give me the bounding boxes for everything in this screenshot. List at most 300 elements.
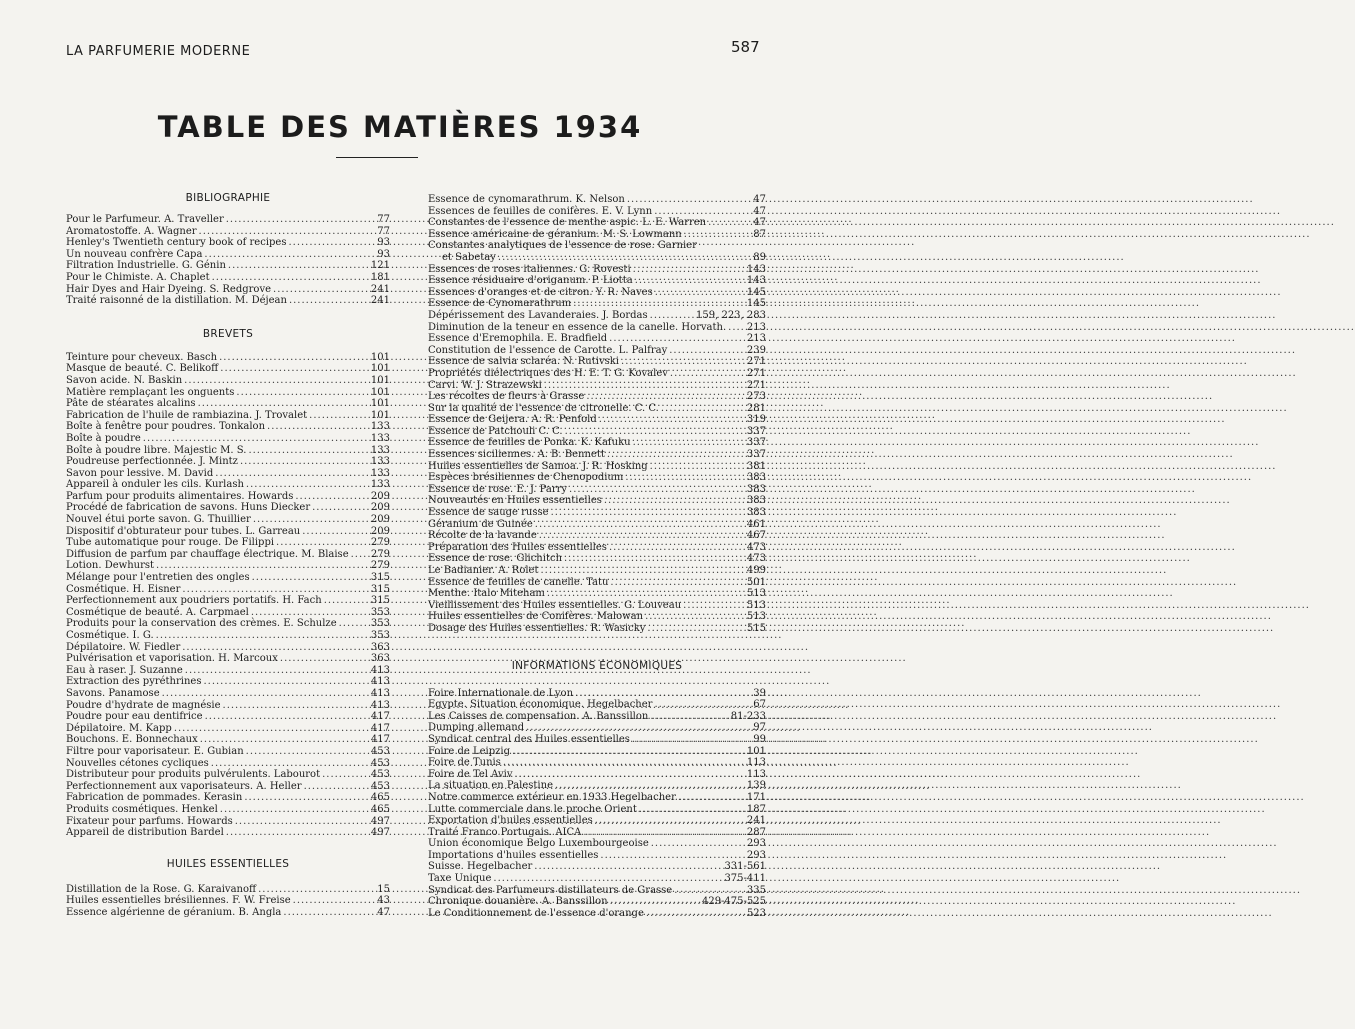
dot-leader	[224, 214, 366, 226]
entry-page-number: 133	[370, 432, 390, 444]
entry-title: Pulvérisation et vaporisation. H. Marcoux	[66, 653, 278, 665]
entry-page-number: 499	[746, 565, 766, 576]
section-huiles-essentielles	[66, 856, 390, 919]
entry-title: Fabrication de l'huile de rambiazina. J. Trovalet	[66, 409, 308, 421]
entry-title: Un nouveau confrère Capa	[66, 248, 203, 260]
entry-title: Filtration Industrielle. G. Génin	[66, 260, 226, 272]
entry-title: Essence de rose. E. J. Parry	[428, 483, 568, 495]
dot-leader	[491, 873, 724, 885]
dot-leader	[501, 757, 742, 769]
entry-title: Savon pour lessive. M. David	[66, 467, 214, 479]
toc-entry	[428, 229, 766, 241]
dot-leader	[608, 896, 702, 908]
dot-leader	[681, 600, 742, 612]
dot-leader	[513, 769, 743, 781]
toc-entry	[428, 495, 766, 507]
entry-title: Poudre d'hydrate de magnésie	[66, 699, 221, 711]
entry-title: Boîte à fenêtre pour poudres. Tonkalon	[66, 421, 266, 433]
dot-leader	[625, 194, 742, 206]
entry-title: Importations d'huiles essentielles	[428, 849, 599, 861]
section-brevets	[66, 326, 390, 839]
entry-title: Essence de salvia sclaréa. N. Rutivski	[428, 356, 620, 368]
entry-page-number: 47	[753, 194, 766, 205]
entry-page-number: 465	[370, 803, 390, 815]
toc-entry	[66, 237, 390, 249]
toc-entry	[428, 804, 766, 816]
entry-page-number: 101	[746, 745, 766, 757]
entry-page-number: 467	[746, 530, 766, 542]
toc-entry	[428, 437, 766, 449]
toc-entry	[66, 398, 390, 410]
right-column	[428, 194, 766, 919]
toc-entry	[428, 217, 766, 229]
dot-leader	[672, 885, 742, 897]
entry-title: Distillation de la Rose. G. Karaivanoff	[66, 883, 257, 895]
toc-entry	[66, 642, 390, 654]
toc-entry	[66, 827, 390, 839]
entry-page-number: 465	[370, 792, 390, 804]
dot-leader	[183, 665, 366, 677]
dot-leader	[562, 553, 742, 565]
entry-page-number: 453	[370, 745, 390, 757]
toc-entry	[66, 468, 390, 480]
dot-leader	[649, 838, 742, 850]
entry-title: Essence de sauge russe	[428, 507, 549, 519]
entry-page-number: 143	[746, 263, 766, 275]
toc-entry	[66, 214, 390, 226]
dot-leader	[597, 414, 742, 426]
dot-leader	[532, 861, 724, 873]
dot-leader	[607, 333, 742, 345]
toc-entry	[428, 896, 766, 908]
toc-entry	[66, 781, 390, 793]
toc-entry	[66, 491, 390, 503]
dot-leader	[643, 611, 742, 623]
dot-leader	[605, 449, 742, 461]
toc-entry	[428, 711, 766, 723]
section-heading: BREVETS	[202, 327, 254, 340]
entry-page-number: 47	[753, 217, 766, 229]
toc-entry	[66, 560, 390, 572]
toc-entry	[428, 611, 766, 623]
entry-page-number: 501	[746, 576, 766, 588]
toc-entry	[428, 298, 766, 310]
dot-leader	[602, 495, 742, 507]
toc-entry	[428, 484, 766, 496]
entry-title: Extraction des pyréthrines	[66, 676, 202, 688]
toc-entry	[66, 734, 390, 746]
dot-leader	[202, 249, 366, 261]
entry-page-number: 209	[370, 525, 390, 537]
entry-title: Lotion. Dewhurst	[66, 560, 155, 572]
entry-page-number: 513	[746, 599, 766, 611]
toc-entry	[66, 410, 390, 422]
dot-leader	[209, 758, 366, 770]
entry-page-number: 133	[370, 467, 390, 479]
entry-page-number: 239	[746, 344, 766, 356]
section-heading: BIBLIOGRAPHIE	[185, 192, 271, 204]
dot-leader	[648, 310, 696, 322]
entry-page-number: 337	[746, 437, 766, 449]
entry-page-number: 383	[746, 472, 766, 484]
entry-title: Mélange pour l'entretien des ongles	[66, 572, 250, 584]
entry-page-number: 331-561	[724, 861, 766, 873]
toc-entry	[66, 272, 390, 284]
left-column	[66, 190, 390, 918]
entry-page-number: 209	[370, 490, 390, 502]
entry-page-number: 133	[370, 479, 390, 491]
toc-entry	[66, 816, 390, 828]
dot-leader	[244, 479, 366, 491]
toc-entry	[428, 240, 766, 252]
dot-leader	[210, 272, 366, 284]
entry-title: Essence algérienne de géranium. B. Angla	[66, 906, 282, 918]
toc-entry	[66, 584, 390, 596]
entry-title: Nouvel étui porte savon. G. Thuillier	[66, 514, 251, 526]
dot-leader	[226, 260, 366, 272]
dot-leader	[584, 391, 742, 403]
dot-leader	[281, 907, 366, 919]
toc-entry	[66, 456, 390, 468]
dot-leader	[310, 502, 366, 514]
toc-entry	[428, 449, 766, 461]
dot-leader	[637, 804, 742, 816]
entry-page-number: 77	[377, 225, 390, 237]
entry-page-number: 383	[746, 483, 766, 495]
entry-page-number: 453	[370, 780, 390, 792]
toc-entry	[428, 310, 766, 322]
dot-leader	[571, 298, 742, 310]
entry-title: Notre commerce extérieur en 1933 Hegelbacher	[428, 791, 676, 803]
toc-entry	[428, 333, 766, 345]
entry-page-number: 335	[746, 884, 766, 896]
toc-entry	[66, 249, 390, 261]
entry-page-number: 461	[746, 518, 766, 530]
toc-entry	[428, 757, 766, 769]
toc-entry	[66, 421, 390, 433]
entry-title: Les Caisses de compensation. A. Banssillon	[428, 710, 649, 722]
toc-entry	[428, 322, 766, 334]
entry-page-number: 43	[377, 895, 390, 907]
entry-page-number: 101	[370, 398, 390, 410]
toc-entry	[66, 537, 390, 549]
toc-entry	[428, 530, 766, 542]
entry-page-number: 93	[377, 248, 390, 260]
entry-title: Huiles essentielles brésiliennes. F. W. Freise	[66, 895, 291, 907]
entry-page-number: 383	[746, 507, 766, 519]
entry-list	[428, 194, 766, 635]
entry-title: Préparation des Huiles essentielles	[428, 541, 607, 553]
dot-leader	[221, 700, 366, 712]
dot-leader	[141, 433, 366, 445]
entry-page-number: 121	[370, 260, 390, 272]
dot-leader	[524, 722, 742, 734]
dot-leader	[644, 908, 742, 920]
dot-leader	[549, 507, 742, 519]
entry-page-number: 145	[746, 298, 766, 310]
entry-page-number: 417	[370, 711, 390, 723]
toc-entry	[428, 345, 766, 357]
toc-entry	[428, 815, 766, 827]
entry-page-number: 213	[746, 321, 766, 333]
entry-title: Essence de rose. Glichitch	[428, 553, 563, 565]
entry-page-number: 273	[746, 391, 766, 403]
entry-title: Lutte commerciale dans le proche Orient	[428, 803, 637, 815]
entry-page-number: 101	[370, 351, 390, 363]
dot-leader	[581, 827, 742, 839]
entry-title: Traité Franco Portugais. AICA	[428, 826, 582, 838]
dot-leader	[180, 584, 366, 596]
entry-page-number: 281	[746, 402, 766, 414]
entry-page-number: 413	[370, 664, 390, 676]
dot-leader	[545, 588, 742, 600]
entry-title: Union économique Belgo Luxembourgeoise	[428, 838, 649, 850]
entry-title: Essence d'Eremophila. E. Bradfield	[428, 333, 608, 345]
entry-page-number: 337	[746, 425, 766, 437]
entry-title: Traité raisonné de la distillation. M. Déjean	[66, 295, 287, 307]
entry-title: Huiles essentielles de Conifères. Malowan	[428, 611, 644, 623]
toc-entry	[428, 461, 766, 473]
entry-title: Essence américaine de géranium. M. S. Lowmann	[428, 228, 682, 240]
dot-leader	[233, 816, 366, 828]
entry-page-number: 139	[746, 780, 766, 792]
toc-entry	[66, 284, 390, 296]
entry-title: Appareil de distribution Bardel	[66, 827, 224, 839]
dot-leader	[307, 410, 366, 422]
dot-leader	[251, 514, 366, 526]
toc-entry	[66, 363, 390, 375]
toc-entry	[428, 472, 766, 484]
entry-page-number: 271	[746, 379, 766, 391]
toc-entry	[66, 769, 390, 781]
toc-entry	[66, 746, 390, 758]
entry-page-number: 315	[370, 583, 390, 595]
entry-page-number: 417	[370, 722, 390, 734]
entry-title: Fixateur pour parfums. Howards	[66, 815, 233, 827]
entry-title: Vieillissement des Huiles essentielles. G. Louveau	[428, 599, 682, 611]
toc-entry	[66, 260, 390, 272]
dot-leader	[256, 884, 366, 896]
toc-entry	[428, 368, 766, 380]
entry-title: Sur la qualité de l'essence de citronelle. C. C.	[428, 402, 659, 414]
entry-page-number: 383	[746, 495, 766, 507]
entry-page-number: 353	[370, 630, 390, 641]
dot-leader	[676, 792, 742, 804]
entry-page-number: 81-233	[730, 710, 766, 722]
entry-title: Chronique douanière. A. Banssillon	[428, 896, 608, 908]
entry-title: Cosmétique. H. Eisner	[66, 583, 181, 595]
dot-leader	[322, 595, 366, 607]
entry-title: Poudre pour eau dentifrice	[66, 711, 203, 723]
entry-list	[66, 884, 390, 919]
dot-leader	[652, 699, 742, 711]
entry-page-number: 133	[370, 456, 390, 468]
dot-leader	[213, 468, 366, 480]
entry-title: Espèces brésiliennes de Chenopodium	[428, 472, 624, 484]
entry-page-number: 171	[746, 791, 766, 803]
toc-entry	[428, 588, 766, 600]
dot-leader	[510, 746, 742, 758]
toc-entry	[66, 226, 390, 238]
entry-title: Poudreuse perfectionnée. J. Mintz	[66, 456, 238, 468]
toc-entry	[66, 907, 390, 919]
entry-title: Taxe Unique	[428, 873, 492, 885]
entry-title: Distributeur pour produits pulvérulents. Labourot	[66, 769, 321, 781]
entry-title: Dosage des Huiles essentielles. R. Wasicky	[428, 622, 646, 634]
dot-leader	[706, 217, 742, 229]
entry-page-number: 413	[370, 699, 390, 711]
toc-entry	[428, 380, 766, 392]
toc-entry	[428, 287, 766, 299]
dot-leader	[154, 560, 366, 572]
dot-leader	[496, 252, 742, 264]
entry-title: Les récoltes de fleurs à Grasse	[428, 391, 585, 403]
entry-title: Foire de Leipzig	[428, 745, 511, 757]
entry-title: Parfum pour produits alimentaires. Howards	[66, 490, 294, 502]
toc-entry	[428, 600, 766, 612]
entry-page-number: 523	[746, 907, 766, 919]
entry-list	[66, 352, 390, 839]
dot-leader	[274, 537, 366, 549]
entry-page-number: 453	[370, 769, 390, 781]
toc-entry	[428, 519, 766, 531]
entry-title: Suisse. Hegelbacher	[428, 861, 533, 873]
entry-page-number: 241	[370, 295, 390, 307]
dot-leader	[631, 264, 742, 276]
dot-leader	[653, 287, 742, 299]
toc-entry	[428, 275, 766, 287]
entry-title: Essences d'oranges et de citron. Y. R. Naves	[428, 286, 653, 298]
dot-leader	[217, 352, 366, 364]
entry-page-number: 381	[746, 460, 766, 472]
entry-page-number: 15	[377, 883, 390, 895]
entry-title: Dépérissement des Lavanderaies. J. Bordas	[428, 309, 648, 321]
entry-title: Constitution de l'essence de Carotte. L. Palfray	[428, 344, 668, 356]
entry-page-number: 133	[370, 444, 390, 456]
dot-leader	[682, 229, 742, 241]
toc-entry	[428, 861, 766, 873]
entry-title: Essences de roses italiennes. G. Rovesti	[428, 263, 631, 275]
entry-title: Essence de cynomarathrum. K. Nelson	[428, 194, 625, 205]
toc-entry	[428, 688, 766, 700]
dot-leader	[667, 345, 742, 357]
dot-leader	[533, 519, 742, 531]
toc-entry	[66, 711, 390, 723]
dot-leader	[619, 356, 742, 368]
entry-page-number: 353	[370, 606, 390, 618]
toc-entry	[428, 507, 766, 519]
dot-leader	[238, 456, 366, 468]
entry-page-number: 473	[746, 553, 766, 565]
dot-leader	[598, 850, 742, 862]
entry-title: Henley's Twentieth century book of recipes	[66, 237, 287, 249]
entry-title: Essences de feuilles de conifères. E. V. Lynn	[428, 205, 653, 217]
dot-leader	[203, 711, 366, 723]
entry-page-number: 159, 223, 283	[696, 309, 766, 321]
entry-page-number: 145	[746, 286, 766, 298]
dot-leader	[648, 711, 730, 723]
entry-page-number: 209	[370, 502, 390, 514]
dot-leader	[244, 746, 366, 758]
dot-leader	[652, 206, 742, 218]
dot-leader	[567, 484, 742, 496]
dot-leader	[668, 368, 742, 380]
entry-page-number: 279	[370, 560, 390, 572]
entry-list	[428, 688, 766, 920]
entry-list	[66, 214, 390, 307]
entry-title: Tube automatique pour rouge. De Filippi	[66, 537, 275, 549]
toc-entry	[428, 699, 766, 711]
entry-page-number: 353	[370, 618, 390, 630]
dot-leader	[278, 653, 366, 665]
entry-page-number: 287	[746, 826, 766, 838]
entry-page-number: 513	[746, 611, 766, 623]
entry-page-number: 271	[746, 356, 766, 368]
entry-page-number: 187	[746, 803, 766, 815]
entry-title: Dépilatoire. W. Fiedler	[66, 641, 181, 653]
dot-leader	[246, 445, 366, 457]
entry-title: Teinture pour cheveux. Basch	[66, 351, 218, 363]
toc-entry	[428, 780, 766, 792]
entry-title: Eau à raser. J. Suzanne	[66, 664, 183, 676]
entry-page-number: 515	[746, 622, 766, 634]
entry-page-number: 93	[377, 237, 390, 249]
entry-title: Syndicat central des Huiles essentielles	[428, 733, 630, 745]
entry-title: Constantes analytiques de l'essence de rose. Garnier	[428, 240, 697, 252]
dot-leader	[293, 491, 366, 503]
entry-page-number: 413	[370, 676, 390, 688]
toc-entry	[428, 565, 766, 577]
toc-entry	[66, 884, 390, 896]
entry-title: Constantes de l'essence de menthe aspic. L. E. Warren	[428, 217, 707, 229]
entry-page-number: 97	[753, 722, 766, 734]
dot-leader	[196, 398, 366, 410]
entry-page-number: 101	[370, 386, 390, 398]
entry-page-number: 213	[746, 333, 766, 345]
entry-title: Essence de feuilles de canelle. Tatu	[428, 576, 609, 588]
entry-page-number: 293	[746, 849, 766, 861]
dot-leader	[172, 723, 366, 735]
entry-title: Boîte à poudre libre. Majestic M. S.	[66, 444, 247, 456]
entry-page-number: 77	[377, 214, 390, 225]
entry-title: Essence résiduaire d'origanum. P. Liotta	[428, 275, 633, 287]
dot-leader	[218, 363, 366, 375]
dot-leader	[648, 461, 742, 473]
entry-title: Foire Internationale de Lyon	[428, 687, 574, 699]
dot-leader	[320, 769, 366, 781]
toc-entry	[66, 653, 390, 665]
entry-page-number: 337	[746, 449, 766, 461]
toc-entry	[428, 553, 766, 565]
toc-entry	[428, 206, 766, 218]
entry-page-number: 497	[370, 827, 390, 839]
dot-leader	[291, 895, 366, 907]
section-informations-economiques	[428, 658, 766, 920]
entry-page-number: 181	[370, 271, 390, 283]
toc-entry	[66, 618, 390, 630]
section-heading: INFORMATIONS ÉCONOMIQUES	[511, 659, 683, 672]
dot-leader	[250, 572, 366, 584]
toc-entry	[66, 514, 390, 526]
entry-title: Pâte de stéarates alcalins	[66, 398, 196, 410]
dot-leader	[337, 618, 366, 630]
toc-entry	[428, 734, 766, 746]
dot-leader	[224, 827, 366, 839]
entry-page-number: 241	[370, 283, 390, 295]
entry-title: et Sabetay	[442, 251, 496, 263]
entry-title: Récolte de la lavande	[428, 530, 537, 542]
entry-page-number: 47	[753, 205, 766, 217]
